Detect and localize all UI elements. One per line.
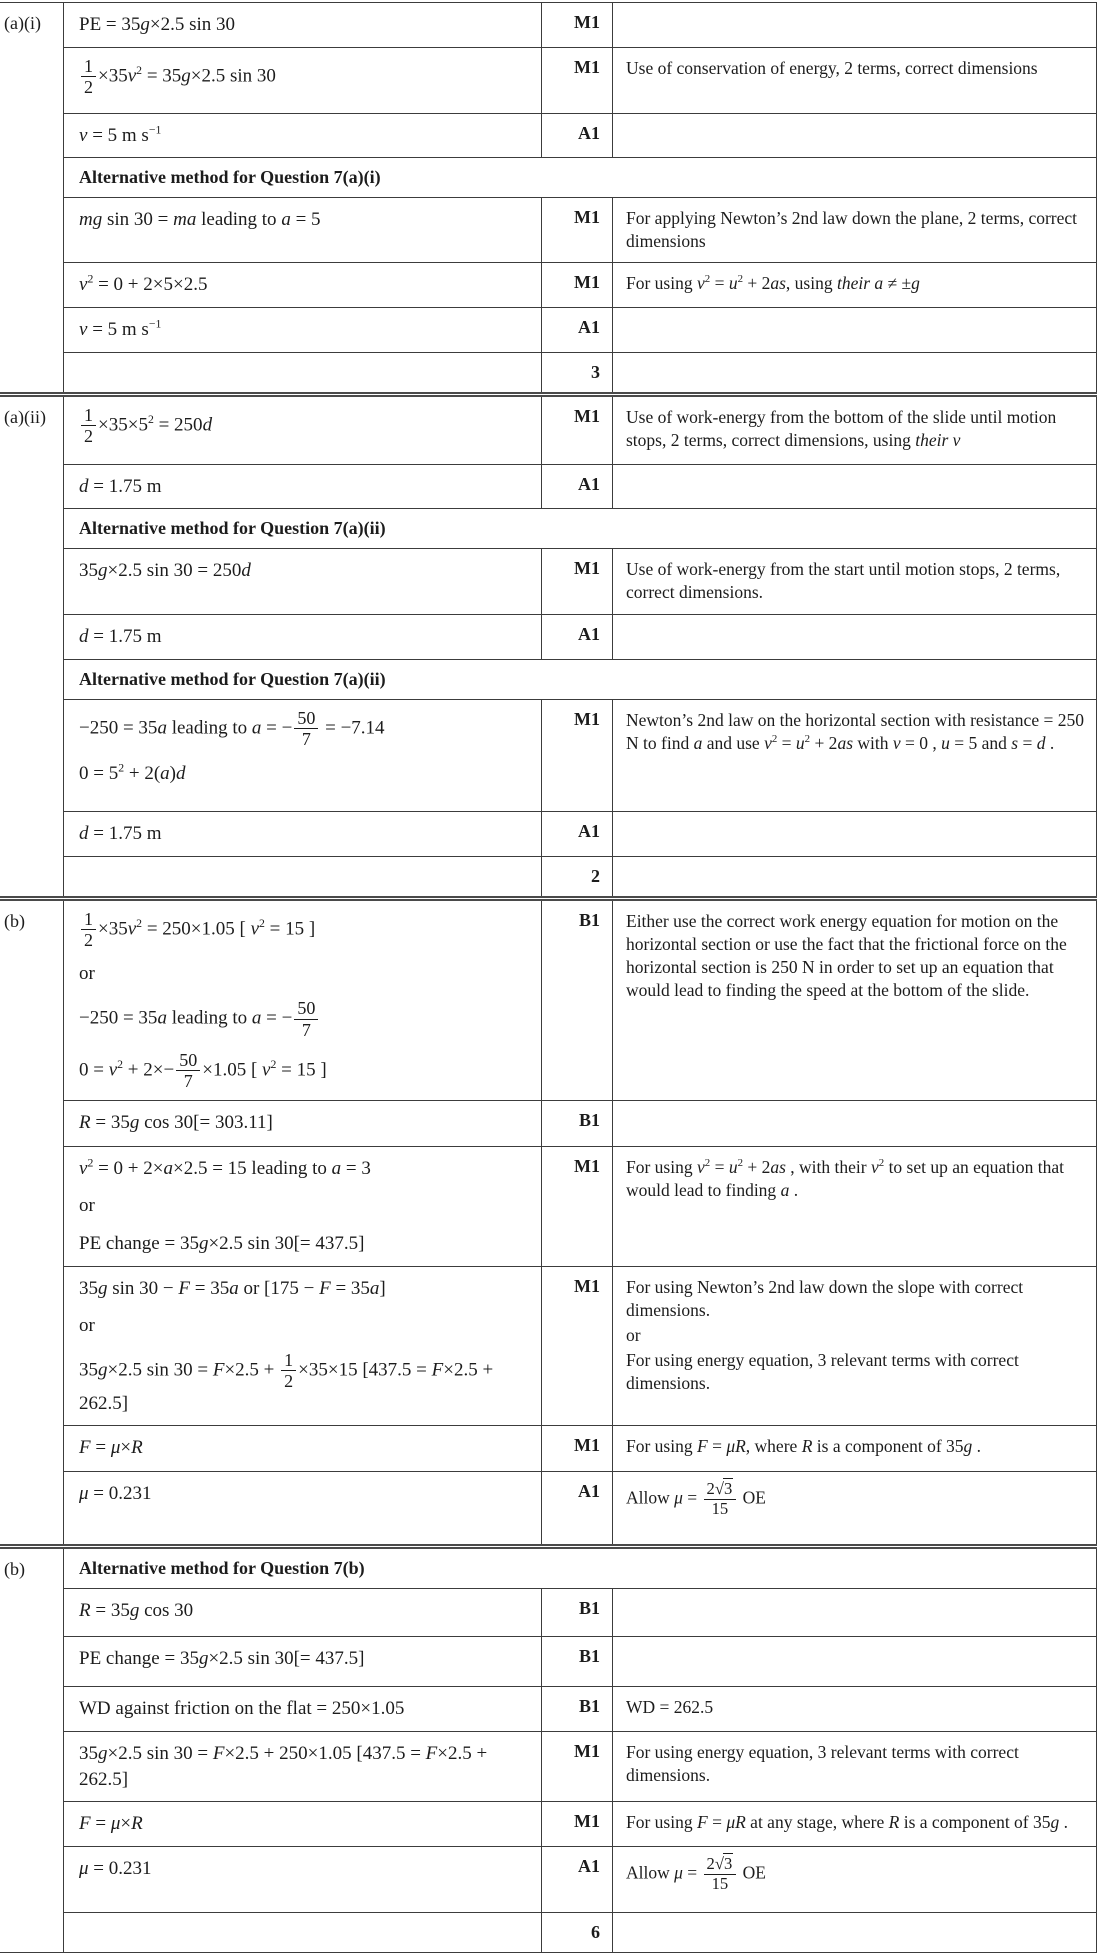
mark-code: M1 xyxy=(541,1802,613,1846)
working-cell xyxy=(64,3,541,47)
alt-method-header: Alternative method for Question 7(a)(i) xyxy=(79,167,381,188)
comment-cell xyxy=(613,901,1096,1100)
working-line: $v^2 = 0 + 2\times a\times 2.5 = 15$ leading to a = 3 xyxy=(79,1156,371,1179)
total-marks-row xyxy=(64,353,1096,392)
working-cell xyxy=(64,1472,541,1544)
working-line: or xyxy=(79,1315,95,1337)
marking-row xyxy=(64,700,1096,812)
mark-code: M1 xyxy=(541,1732,613,1801)
working-line: PE = 35g×2.5 sin 30 xyxy=(79,14,236,35)
working-line: 35g×2.5 sin 30 = F×2.5 + 250×1.05 [437.5 = F×2.5 + 262.5] xyxy=(79,1743,488,1790)
marking-row xyxy=(64,1426,1096,1472)
working-line: R = 35g cos 30[= 303.11] xyxy=(79,1111,273,1133)
working-line: F = μ×R xyxy=(79,1437,143,1459)
marking-row xyxy=(64,1732,1096,1802)
mark-code: M1 xyxy=(541,3,613,47)
working-line: μ = 0.231 xyxy=(79,1857,152,1879)
marking-row xyxy=(64,263,1096,308)
working-line: 35g sin 30 − F = 35a or [175 − F = 35a] xyxy=(79,1277,386,1299)
mark-code: A1 xyxy=(541,308,613,352)
marking-row xyxy=(64,1147,1096,1267)
working-cell xyxy=(64,1802,541,1846)
alt-method-header: Alternative method for Question 7(b) xyxy=(79,1558,365,1579)
marking-row xyxy=(64,1637,1096,1687)
comment-cell xyxy=(613,549,1096,614)
working-line: 35g×2.5 sin 30 = 250d xyxy=(79,560,251,582)
comment-line: For using F = μR, where R is a component of 35g . xyxy=(626,1436,982,1457)
marking-row xyxy=(64,1101,1096,1147)
working-cell xyxy=(64,700,541,811)
marking-row xyxy=(64,397,1096,465)
comment-cell xyxy=(613,1101,1096,1146)
working-line: $v^2 = 0 + 2\times 5\times 2.5$ xyxy=(79,273,208,296)
alt-method-row xyxy=(64,509,1096,549)
working-line: F = μ×R xyxy=(79,1813,143,1835)
comment-cell xyxy=(613,1802,1096,1846)
mark-code: M1 xyxy=(541,48,613,113)
comment-cell xyxy=(613,1589,1096,1636)
working-line: −250 = 35a leading to a = − $\frac{50}{7}$ = −7.14 xyxy=(79,708,385,750)
mark-code: B1 xyxy=(541,1101,613,1146)
marking-row xyxy=(64,549,1096,615)
part-label: (a)(i) xyxy=(4,13,41,33)
alt-method-header: Alternative method for Question 7(a)(ii) xyxy=(79,669,386,690)
total-marks: 6 xyxy=(541,1913,613,1952)
mark-code: A1 xyxy=(541,1472,613,1544)
marking-row xyxy=(64,48,1096,114)
section-rows xyxy=(63,901,1097,1545)
total-marks-row xyxy=(64,857,1096,896)
comment-line: Either use the correct work energy equation for motion on the horizontal section or use the fact that the frictional force on the horizontal section is 250 N in order to set up an equation that would lead to finding the speed at the bottom of the slide. xyxy=(626,910,1067,1000)
question-part-section xyxy=(0,392,1097,896)
working-line: v = 5 m $s^{-1}$ xyxy=(79,123,162,146)
working-line: or xyxy=(79,963,95,985)
working-cell xyxy=(64,1101,541,1146)
comment-cell xyxy=(613,700,1096,811)
working-cell xyxy=(64,1913,541,1952)
part-label: (a)(ii) xyxy=(4,406,46,427)
comment-cell xyxy=(613,1913,1096,1952)
comment-line: or xyxy=(626,1324,641,1345)
working-cell xyxy=(64,1147,541,1266)
working-cell xyxy=(64,1267,541,1426)
working-line: $\frac{1}{2}$ $\times 35v^2 = 35g\times 2.5$ sin 30 xyxy=(79,57,531,97)
marking-row xyxy=(64,1589,1096,1637)
marking-row xyxy=(64,1802,1096,1847)
working-cell xyxy=(64,1687,541,1731)
marking-row xyxy=(64,1847,1096,1913)
part-label: (b) xyxy=(4,910,25,931)
comment-line: Newton’s 2nd law on the horizontal section with resistance = 250 N to find a and use $v^2 = u^2 + 2as$ with v = 0 , u = 5 and s = d . xyxy=(626,710,1084,754)
comment-cell xyxy=(613,1472,1096,1544)
comment-cell xyxy=(613,857,1096,896)
comment-line: For using Newton’s 2nd law down the slope with correct dimensions. xyxy=(626,1276,1024,1320)
total-marks: 2 xyxy=(541,857,613,896)
mark-code: M1 xyxy=(541,700,613,811)
question-part-section xyxy=(0,3,1097,392)
working-line: v = 5 m $s^{-1}$ xyxy=(79,317,162,341)
comment-cell xyxy=(613,1637,1096,1686)
comment-cell xyxy=(613,1426,1096,1471)
mark-code: M1 xyxy=(541,1147,613,1266)
question-part-section xyxy=(0,1544,1097,1952)
working-cell xyxy=(64,1426,541,1471)
mark-code: M1 xyxy=(541,263,613,307)
working-cell xyxy=(64,397,541,464)
comment-cell xyxy=(613,263,1096,307)
working-cell xyxy=(64,615,541,659)
marking-row xyxy=(64,3,1096,48)
total-marks-row xyxy=(64,1913,1096,1952)
working-cell xyxy=(64,1589,541,1636)
mark-code: A1 xyxy=(541,615,613,659)
working-line: $\frac{1}{2}$ $\times 35v^2 = 250\times 1.05$ [ $v^2 = 15$ ] xyxy=(79,910,531,950)
comment-cell xyxy=(613,1267,1096,1426)
working-line: R = 35g cos 30 xyxy=(79,1600,194,1622)
working-line: μ = 0.231 xyxy=(79,1483,152,1505)
mark-code: A1 xyxy=(541,465,613,509)
mark-code: M1 xyxy=(541,198,613,262)
working-line: PE change = 35g×2.5 sin 30[= 437.5] xyxy=(79,1648,365,1670)
comment-cell xyxy=(613,3,1096,47)
working-cell xyxy=(64,465,541,509)
comment-line: For using $v^2 = u^2 + 2as$ , with their $v^2$ to set up an equation that would lead to finding a . xyxy=(626,1156,1065,1200)
comment-line: For applying Newton’s 2nd law down the plane, 2 terms, correct dimensions xyxy=(626,208,1078,252)
section-rows xyxy=(63,3,1097,392)
working-cell xyxy=(64,308,541,352)
working-cell xyxy=(64,198,541,262)
working-line: d = 1.75 m xyxy=(79,626,162,648)
marking-row xyxy=(64,901,1096,1101)
working-cell xyxy=(64,1847,541,1912)
comment-line: For using $v^2 = u^2 + 2as$, using their a ≠ ±g xyxy=(626,273,920,294)
alt-method-header: Alternative method for Question 7(a)(ii) xyxy=(79,518,386,539)
comment-line: For using F = μR at any stage, where R is a component of 35g . xyxy=(626,1812,1069,1833)
comment-line: For using energy equation, 3 relevant terms with correct dimensions. xyxy=(626,1349,1019,1394)
section-rows xyxy=(63,397,1097,896)
comment-cell xyxy=(613,308,1096,352)
comment-cell xyxy=(613,198,1096,262)
mark-scheme-table xyxy=(0,2,1097,1953)
marking-row xyxy=(64,308,1096,353)
marking-row xyxy=(64,812,1096,857)
comment-cell xyxy=(613,1687,1096,1731)
mark-code: B1 xyxy=(541,1637,613,1686)
marking-row xyxy=(64,198,1096,263)
comment-cell xyxy=(613,1147,1096,1266)
comment-cell xyxy=(613,465,1096,509)
working-line: PE change = 35g×2.5 sin 30[= 437.5] xyxy=(79,1233,365,1255)
working-line: or xyxy=(79,1195,95,1217)
working-line: d = 1.75 m xyxy=(79,823,162,845)
comment-cell xyxy=(613,353,1096,392)
marking-row xyxy=(64,1472,1096,1544)
marking-row xyxy=(64,615,1096,660)
comment-line: For using energy equation, 3 relevant terms with correct dimensions. xyxy=(626,1742,1019,1786)
comment-line: WD = 262.5 xyxy=(626,1697,714,1718)
question-part-section xyxy=(0,896,1097,1545)
working-line: −250 = 35a leading to a = − $\frac{50}{7}$ xyxy=(79,999,531,1039)
comment-line: Allow μ = $\frac{2√3}{15}$ OE xyxy=(626,1479,766,1519)
working-cell xyxy=(64,857,541,896)
marking-row xyxy=(64,465,1096,510)
mark-code: B1 xyxy=(541,1589,613,1636)
comment-cell xyxy=(613,1732,1096,1801)
working-cell xyxy=(64,114,541,158)
working-cell xyxy=(64,1637,541,1686)
section-rows xyxy=(63,1549,1097,1952)
part-label: (b) xyxy=(4,1559,25,1580)
mark-code: A1 xyxy=(541,812,613,856)
total-marks: 3 xyxy=(541,353,613,392)
comment-cell xyxy=(613,812,1096,856)
mark-code: A1 xyxy=(541,1847,613,1912)
mark-code: M1 xyxy=(541,397,613,464)
working-line: WD against friction on the flat = 250×1.05 xyxy=(79,1698,405,1720)
working-cell xyxy=(64,48,541,113)
comment-cell xyxy=(613,615,1096,659)
working-cell xyxy=(64,812,541,856)
comment-cell xyxy=(613,397,1096,464)
mark-code: B1 xyxy=(541,1687,613,1731)
working-cell xyxy=(64,901,541,1100)
comment-line: Use of conservation of energy, 2 terms, correct dimensions xyxy=(626,57,1038,78)
mark-code: M1 xyxy=(541,1426,613,1471)
comment-cell xyxy=(613,1847,1096,1912)
alt-method-row xyxy=(64,660,1096,700)
working-line: $0 = v^2 + 2\times-$ $\frac{50}{7}$ ×1.05 [ $v^2 = 15$ ] xyxy=(79,1049,327,1092)
marking-row xyxy=(64,114,1096,159)
mark-code: B1 xyxy=(541,901,613,1100)
marking-row xyxy=(64,1267,1096,1427)
comment-line: Allow μ = $\frac{2√3}{15}$ OE xyxy=(626,1853,766,1893)
working-cell xyxy=(64,1732,541,1801)
mark-code: M1 xyxy=(541,1267,613,1426)
comment-line: Use of work-energy from the start until motion stops, 2 terms, correct dimensions. xyxy=(626,559,1061,603)
working-line: d = 1.75 m xyxy=(79,475,162,497)
working-cell xyxy=(64,353,541,392)
comment-cell xyxy=(613,114,1096,158)
alt-method-row xyxy=(64,1549,1096,1589)
working-line: $0 = 5^2 + 2(a)d$ xyxy=(79,761,186,784)
working-line: $\frac{1}{2}$ $\times 35\times 5^2 = 250d$ xyxy=(79,406,531,446)
mark-code: A1 xyxy=(541,114,613,158)
working-cell xyxy=(64,263,541,307)
marking-row xyxy=(64,1687,1096,1732)
comment-cell xyxy=(613,48,1096,113)
mark-code: M1 xyxy=(541,549,613,614)
working-cell xyxy=(64,549,541,614)
comment-line: Use of work-energy from the bottom of the slide until motion stops, 2 terms, correct dimensions, using their v xyxy=(626,406,1057,450)
working-line: 35g×2.5 sin 30 = F×2.5 + $\frac{1}{2}$ ×35×15 [437.5 = F×2.5 + 262.5] xyxy=(79,1349,494,1414)
working-line: mg sin 30 = ma leading to a = 5 xyxy=(79,209,321,231)
alt-method-row xyxy=(64,158,1096,198)
